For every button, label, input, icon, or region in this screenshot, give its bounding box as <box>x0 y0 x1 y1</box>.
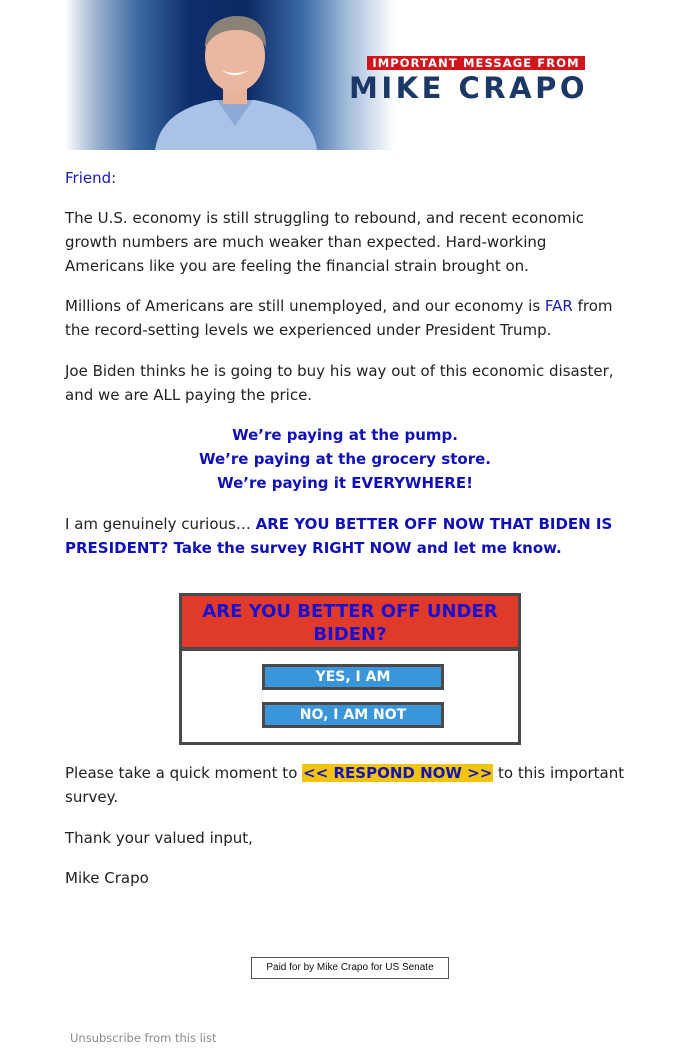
paragraph-4-before: I am genuinely curious… <box>65 515 256 533</box>
unsubscribe-link[interactable]: Unsubscribe from this list <box>70 1031 217 1045</box>
far-link[interactable]: FAR <box>544 297 573 315</box>
respond-now-link[interactable]: << RESPOND NOW >> <box>303 764 493 782</box>
paragraph-2-before: Millions of Americans are still unemployed, and our economy is <box>65 297 545 315</box>
paid-for-disclaimer: Paid for by Mike Crapo for US Senate <box>251 957 449 979</box>
survey-call-link[interactable]: ARE YOU BETTER OFF NOW THAT BIDEN IS PRESIDENT? Take the survey RIGHT NOW and let me know. <box>65 515 613 557</box>
survey-question[interactable]: ARE YOU BETTER OFF UNDER BIDEN? <box>179 593 521 650</box>
signature: Mike Crapo <box>65 869 149 887</box>
paragraph-2 <box>65 294 625 342</box>
closing: Thank your valued input, <box>65 829 253 847</box>
paragraph-2-after: from the record-setting levels we experienced under President Trump. <box>65 297 613 339</box>
paragraph-5-after: to this important survey. <box>65 764 625 806</box>
greeting: Friend: <box>65 169 117 187</box>
paragraph-5 <box>65 761 625 809</box>
paragraph-4 <box>65 512 625 560</box>
person-silhouette-icon <box>145 8 325 150</box>
paragraph-3: Joe Biden thinks he is going to buy his way out of this economic disaster, and we are ALL paying the price. <box>65 362 614 404</box>
survey-box <box>179 593 521 745</box>
paragraph-1: The U.S. economy is still struggling to rebound, and recent economic growth numbers are much weaker than expected. Hard-working Americans like you are feeling the financial strain brought on. <box>65 209 585 275</box>
survey-options <box>179 648 521 745</box>
yes-button[interactable]: YES, I AM <box>262 664 444 690</box>
centered-line-3: We’re paying it EVERYWHERE! <box>217 474 473 492</box>
header-banner <box>65 0 620 150</box>
candidate-photo <box>65 0 395 150</box>
banner-tag: IMPORTANT MESSAGE FROM <box>367 56 585 70</box>
no-button[interactable]: NO, I AM NOT <box>262 702 444 728</box>
centered-line-1: We’re paying at the pump. <box>232 426 458 444</box>
centered-line-2: We’re paying at the grocery store. <box>199 450 491 468</box>
banner-name: MIKE CRAPO <box>349 71 588 105</box>
paragraph-5-before: Please take a quick moment to <box>65 764 303 782</box>
